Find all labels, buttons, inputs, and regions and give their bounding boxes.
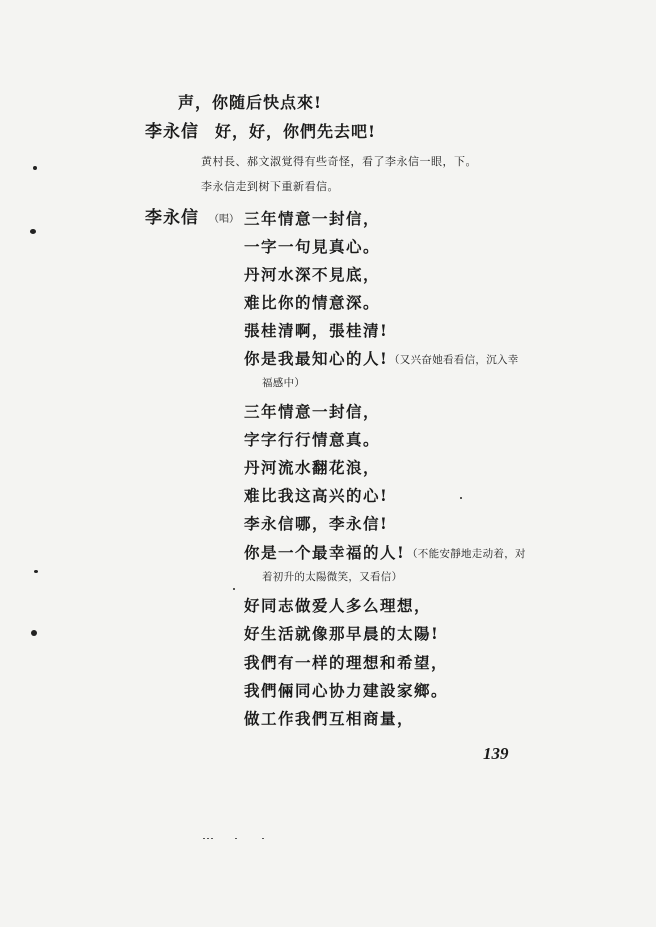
stage-direction: 着初升的太陽微笑，又看信） [262, 571, 403, 583]
verse-line: 一字一句見真心。 [244, 237, 381, 256]
scan-speck [235, 838, 237, 839]
verse-line: 三年情意一封信， [244, 209, 381, 228]
verse-line: 难比你的情意深。 [244, 293, 381, 312]
verse-line: 好生活就像那早晨的太陽! [244, 624, 440, 643]
speaker-name: 李永信 [145, 122, 199, 142]
dialogue-line: 声，你随后快点來! [178, 93, 323, 112]
verse-line: 好同志做爱人多么理想， [244, 596, 432, 615]
verse-line: 我們倆同心协力建設家鄉。 [244, 681, 449, 700]
verse-line: 張桂清啊，張桂清! [244, 321, 389, 340]
verse-line: 李永信哪，李永信! [244, 514, 389, 533]
dialogue-line: 好，好，你們先去吧! [215, 122, 377, 141]
verse-line: 三年情意一封信， [244, 402, 381, 421]
scan-speck [211, 838, 213, 839]
sing-direction: （唱） [209, 214, 239, 225]
verse-line: 难比我这高兴的心! [244, 486, 389, 505]
scan-speck [207, 838, 209, 839]
scan-speck [33, 166, 37, 170]
stage-direction: （不能安靜地走动着，对 [407, 548, 526, 560]
stage-direction: （又兴奋她看看信，沉入幸 [389, 354, 519, 366]
stage-direction: 李永信走到树下重新看信。 [201, 180, 339, 193]
scan-speck [34, 570, 38, 573]
verse-line: 丹河水深不見底， [244, 265, 381, 284]
scan-speck [203, 838, 205, 839]
scan-speck [262, 838, 264, 839]
verse-line: 字字行行情意真。 [244, 430, 381, 449]
stage-direction: 黄村長、郝文淑覚得有些奇怪，看了李永信一眼，下。 [201, 155, 477, 168]
stage-direction: 福感中） [262, 377, 306, 389]
scan-speck [30, 229, 36, 234]
verse-line: 你是我最知心的人! [244, 349, 389, 368]
scan-speck [233, 588, 235, 590]
speaker-name: 李永信 [145, 208, 199, 228]
page-number: 139 [483, 744, 509, 763]
verse-line: 做工作我們互相商量， [244, 709, 415, 728]
scan-speck [460, 497, 462, 499]
verse-line: 丹河流水翻花浪， [244, 458, 381, 477]
verse-line: 我們有一样的理想和希望， [244, 653, 449, 672]
scan-speck [31, 630, 37, 636]
verse-line: 你是一个最幸福的人! [244, 543, 406, 562]
